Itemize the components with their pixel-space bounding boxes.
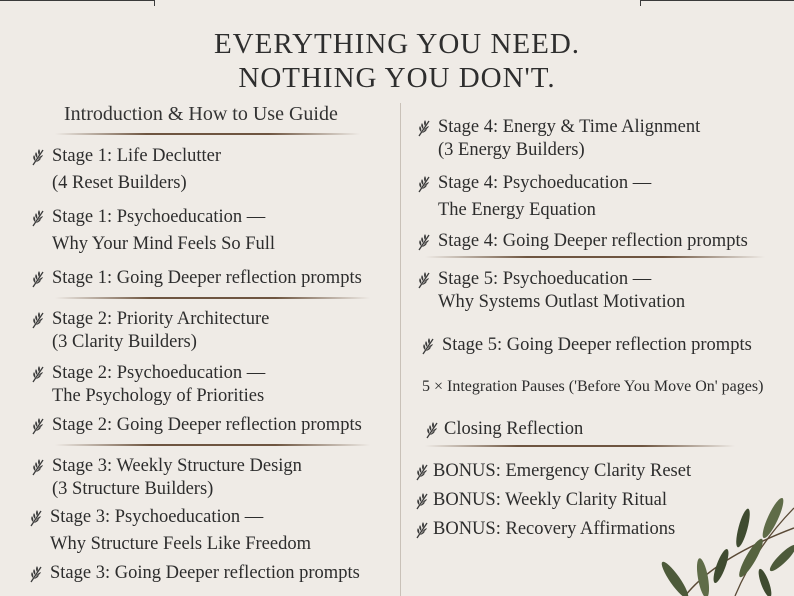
leaf-icon: [30, 146, 47, 166]
leaf-icon: [30, 415, 47, 435]
leaf-icon: [424, 419, 441, 439]
leaf-icon: [30, 207, 47, 227]
leaf-icon: [416, 269, 433, 289]
leaf-icon: [30, 309, 47, 329]
leaf-icon: [414, 461, 431, 481]
divider: [55, 133, 360, 135]
leaf-icon: [416, 173, 433, 193]
item-line: Stage 4: Going Deeper reflection prompts: [438, 231, 748, 251]
item-line: Stage 1: Going Deeper reflection prompts: [52, 268, 362, 288]
item-line: BONUS: Weekly Clarity Ritual: [433, 490, 668, 510]
item-line: Stage 2: Priority Architecture: [52, 309, 270, 329]
leaf-icon: [30, 456, 47, 476]
item-line: (3 Energy Builders): [438, 140, 585, 160]
olive-branch-icon: [655, 488, 794, 596]
leaf-icon: [30, 363, 47, 383]
intro-heading: Introduction & How to Use Guide: [64, 103, 338, 125]
frame-line-top-right: [640, 0, 794, 1]
item-line: Why Systems Outlast Motivation: [438, 292, 686, 312]
divider: [425, 256, 765, 258]
frame-line-top-left-vertical: [154, 0, 155, 6]
leaf-icon: [28, 507, 45, 527]
item-line: Stage 1: Life Declutter: [52, 146, 222, 166]
item-line: The Psychology of Priorities: [52, 386, 265, 406]
leaf-icon: [28, 563, 45, 583]
item-line: Stage 3: Going Deeper reflection prompts: [50, 563, 360, 583]
item-line: Stage 2: Psychoeducation —: [52, 363, 266, 383]
frame-line-top-left: [0, 0, 154, 1]
item-line: The Energy Equation: [438, 200, 596, 220]
item-line: BONUS: Recovery Affirmations: [433, 519, 676, 539]
page-title-line-1: EVERYTHING YOU NEED.: [213, 28, 581, 60]
divider: [55, 297, 370, 299]
leaf-icon: [420, 335, 437, 355]
frame-line-top-right-vertical: [640, 0, 641, 6]
column-divider: [400, 103, 401, 596]
item-line: BONUS: Emergency Clarity Reset: [433, 461, 692, 481]
item-line: Closing Reflection: [444, 419, 584, 439]
item-line: Stage 3: Psychoeducation —: [50, 507, 264, 527]
item-line: Stage 4: Energy & Time Alignment: [438, 117, 701, 137]
leaf-icon: [30, 268, 47, 288]
divider: [55, 444, 370, 446]
item-line: Stage 3: Weekly Structure Design: [52, 456, 302, 476]
leaf-icon: [414, 490, 431, 510]
item-line: Why Your Mind Feels So Full: [52, 234, 276, 254]
item-line: (3 Structure Builders): [52, 479, 214, 499]
leaf-icon: [414, 519, 431, 539]
item-line: Stage 5: Psychoeducation —: [438, 269, 652, 289]
item-line: Stage 5: Going Deeper reflection prompts: [442, 335, 752, 355]
page-title-line-2: NOTHING YOU DON'T.: [238, 62, 556, 94]
item-line: Stage 1: Psychoeducation —: [52, 207, 266, 227]
divider: [425, 445, 735, 447]
item-line: Why Structure Feels Like Freedom: [50, 534, 311, 554]
item-line: Stage 4: Psychoeducation —: [438, 173, 652, 193]
leaf-icon: [416, 117, 433, 137]
integration-pauses-text: 5 × Integration Pauses ('Before You Move On' pages): [422, 378, 764, 395]
item-line: Stage 2: Going Deeper reflection prompts: [52, 415, 362, 435]
item-line: (3 Clarity Builders): [52, 332, 197, 352]
leaf-icon: [416, 231, 433, 251]
item-line: (4 Reset Builders): [52, 173, 187, 193]
